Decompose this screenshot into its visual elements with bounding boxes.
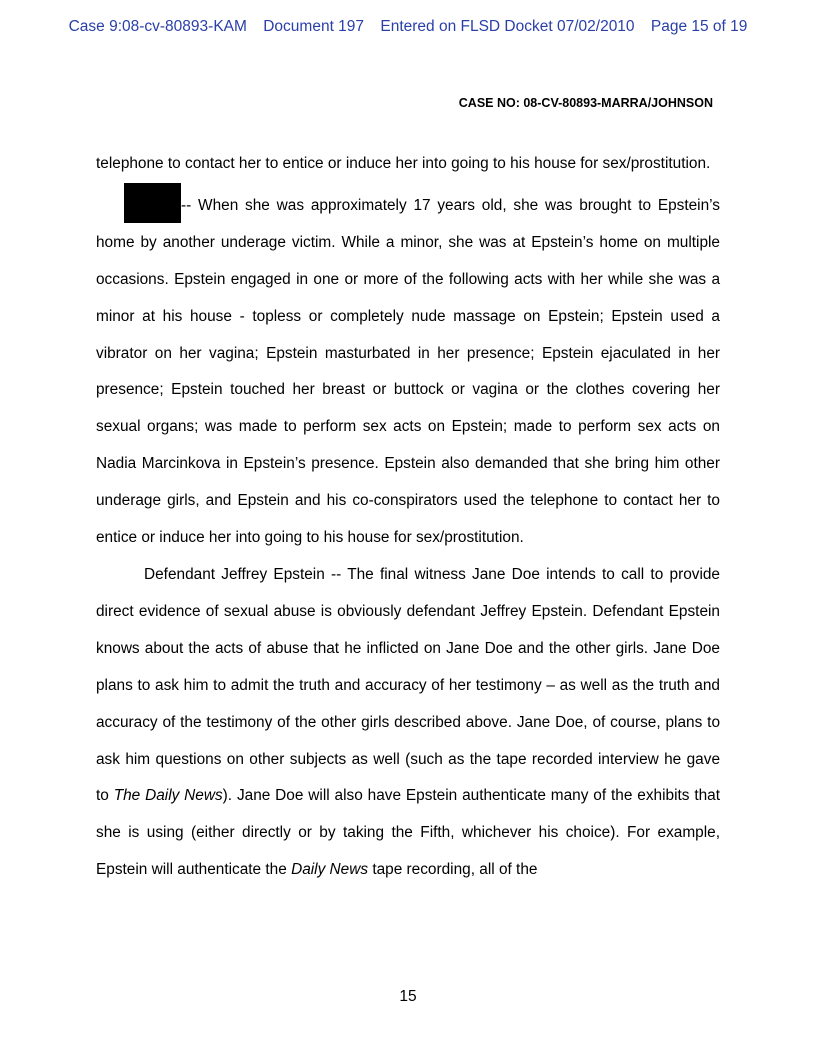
docket-stamp [0, 18, 816, 36]
stamp-page: Page 15 of 19 [650, 18, 748, 35]
italic-daily-news-title: The Daily News [113, 787, 223, 805]
case-number-header: CASE NO: 08-CV-80893-MARRA/JOHNSON [458, 96, 713, 110]
italic-daily-news: Daily News [291, 861, 369, 879]
paragraph-redacted-witness-text: -- When she was approximately 17 years old, she was brought to Epstein’s home by another underage victim. While a minor, she was at Epstein’s home on multiple occasions. Epstein engaged in one or more of the following acts with her while she was a minor at his house - topless or completely nude massage on Epstein; Epstein used a vibrator on her vagina; Epstein masturbated in her presence; Epstein ejaculated in her presence; Epstein touched her breast or buttock or vagina or the clothes covering her sexual organs; was made to perform sex acts on Epstein; made to perform sex acts on Nadia Marcinkova in Epstein’s presence. Epstein also demanded that she bring him other underage girls, and Epstein and his co-conspirators used the telephone to contact her to entice or induce her into going to his house for sex/prostitution. [96, 196, 720, 547]
paragraph-continuation: telephone to contact her to entice or induce her into going to his house for sex/prostitution. [96, 155, 711, 172]
paragraph-redacted-witness [96, 183, 720, 557]
document-body [96, 146, 720, 889]
paragraph-text-part-a: Defendant Jeffrey Epstein -- The final witness Jane Doe intends to call to provide direct evidence of sexual abuse is obviously defendant Jeffrey Epstein. Defendant Epstein knows about the acts of abuse that he inflicted on Jane Doe and the other girls. Jane Doe plans to ask him to admit the truth and accuracy of her testimony – as well as the truth and accuracy of the testimony of the other girls described above. Jane Doe, of course, plans to ask him questions on other subjects as well (such as the tape recorded interview he gave to [96, 565, 720, 805]
stamp-entered: Entered on FLSD Docket 07/02/2010 [380, 18, 635, 35]
stamp-document: Document 197 [263, 18, 365, 35]
redaction-block [124, 183, 181, 223]
stamp-case: Case 9:08-cv-80893-KAM [68, 18, 247, 35]
page-number: 15 [399, 988, 417, 1005]
paragraph-text-part-b: ). Jane Doe will also have Epstein authenticate many of the exhibits that she is using (either directly or by taking the Fifth, whichever his choice). For example, Epstein will authenticate the [96, 787, 721, 879]
paragraph-defendant-epstein [96, 557, 720, 889]
paragraph-text-part-c: tape recording, all of the [368, 861, 538, 879]
